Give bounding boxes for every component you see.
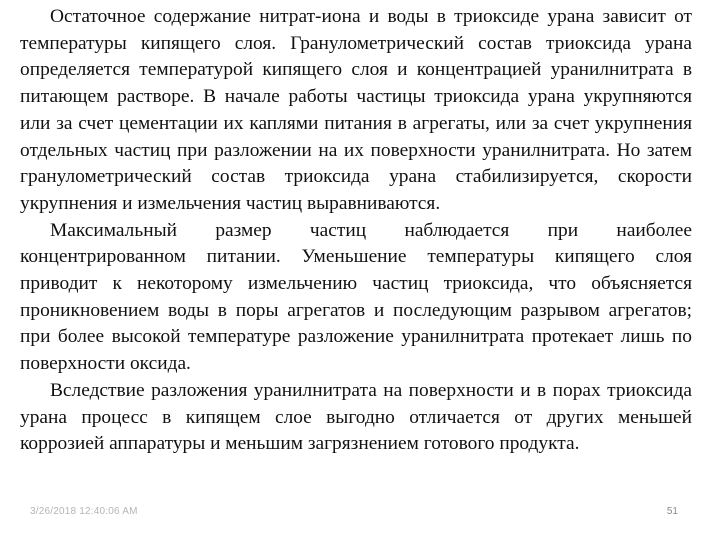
- footer-date: 3/26/2018 12:40:06 AM: [30, 506, 138, 517]
- paragraph: Остаточное содержание нитрат-иона и воды в триоксиде урана зависит от температуры кипящего слоя. Гранулометрический состав триоксида урана определяется температурой кипящего слоя и концентрацией уранилнитрата в питающем растворе. В начале работы частицы триоксида урана укрупняются или за счет цементации их каплями питания в агрегаты, или за счет укрупнения отдельных частиц при разложении на их поверхности уранилнитрата. Но затем гранулометрический состав триоксида урана стабилизируется, скорости укрупнения и измельчения частиц выравниваются.: [20, 6, 692, 214]
- paragraph: Вследствие разложения уранилнитрата на поверхности и в порах триоксида урана процесс в кипящем слое выгодно отличается от других меньшей коррозией аппаратуры и меньшим загрязнением готового продукта.: [20, 379, 692, 455]
- page-number: 51: [666, 506, 678, 517]
- slide-body-text: [20, 4, 692, 458]
- paragraph: Максимальный размер частиц наблюдается при наиболее концентрированном питании. Уменьшение температуры кипящего слоя приводит к некоторому измельчению частиц триоксида, что объясняется проникновением воды в поры агрегатов и последующим разрывом агрегатов; при более высокой температуре разложение уранилнитрата протекает лишь по поверхности оксида.: [20, 219, 692, 375]
